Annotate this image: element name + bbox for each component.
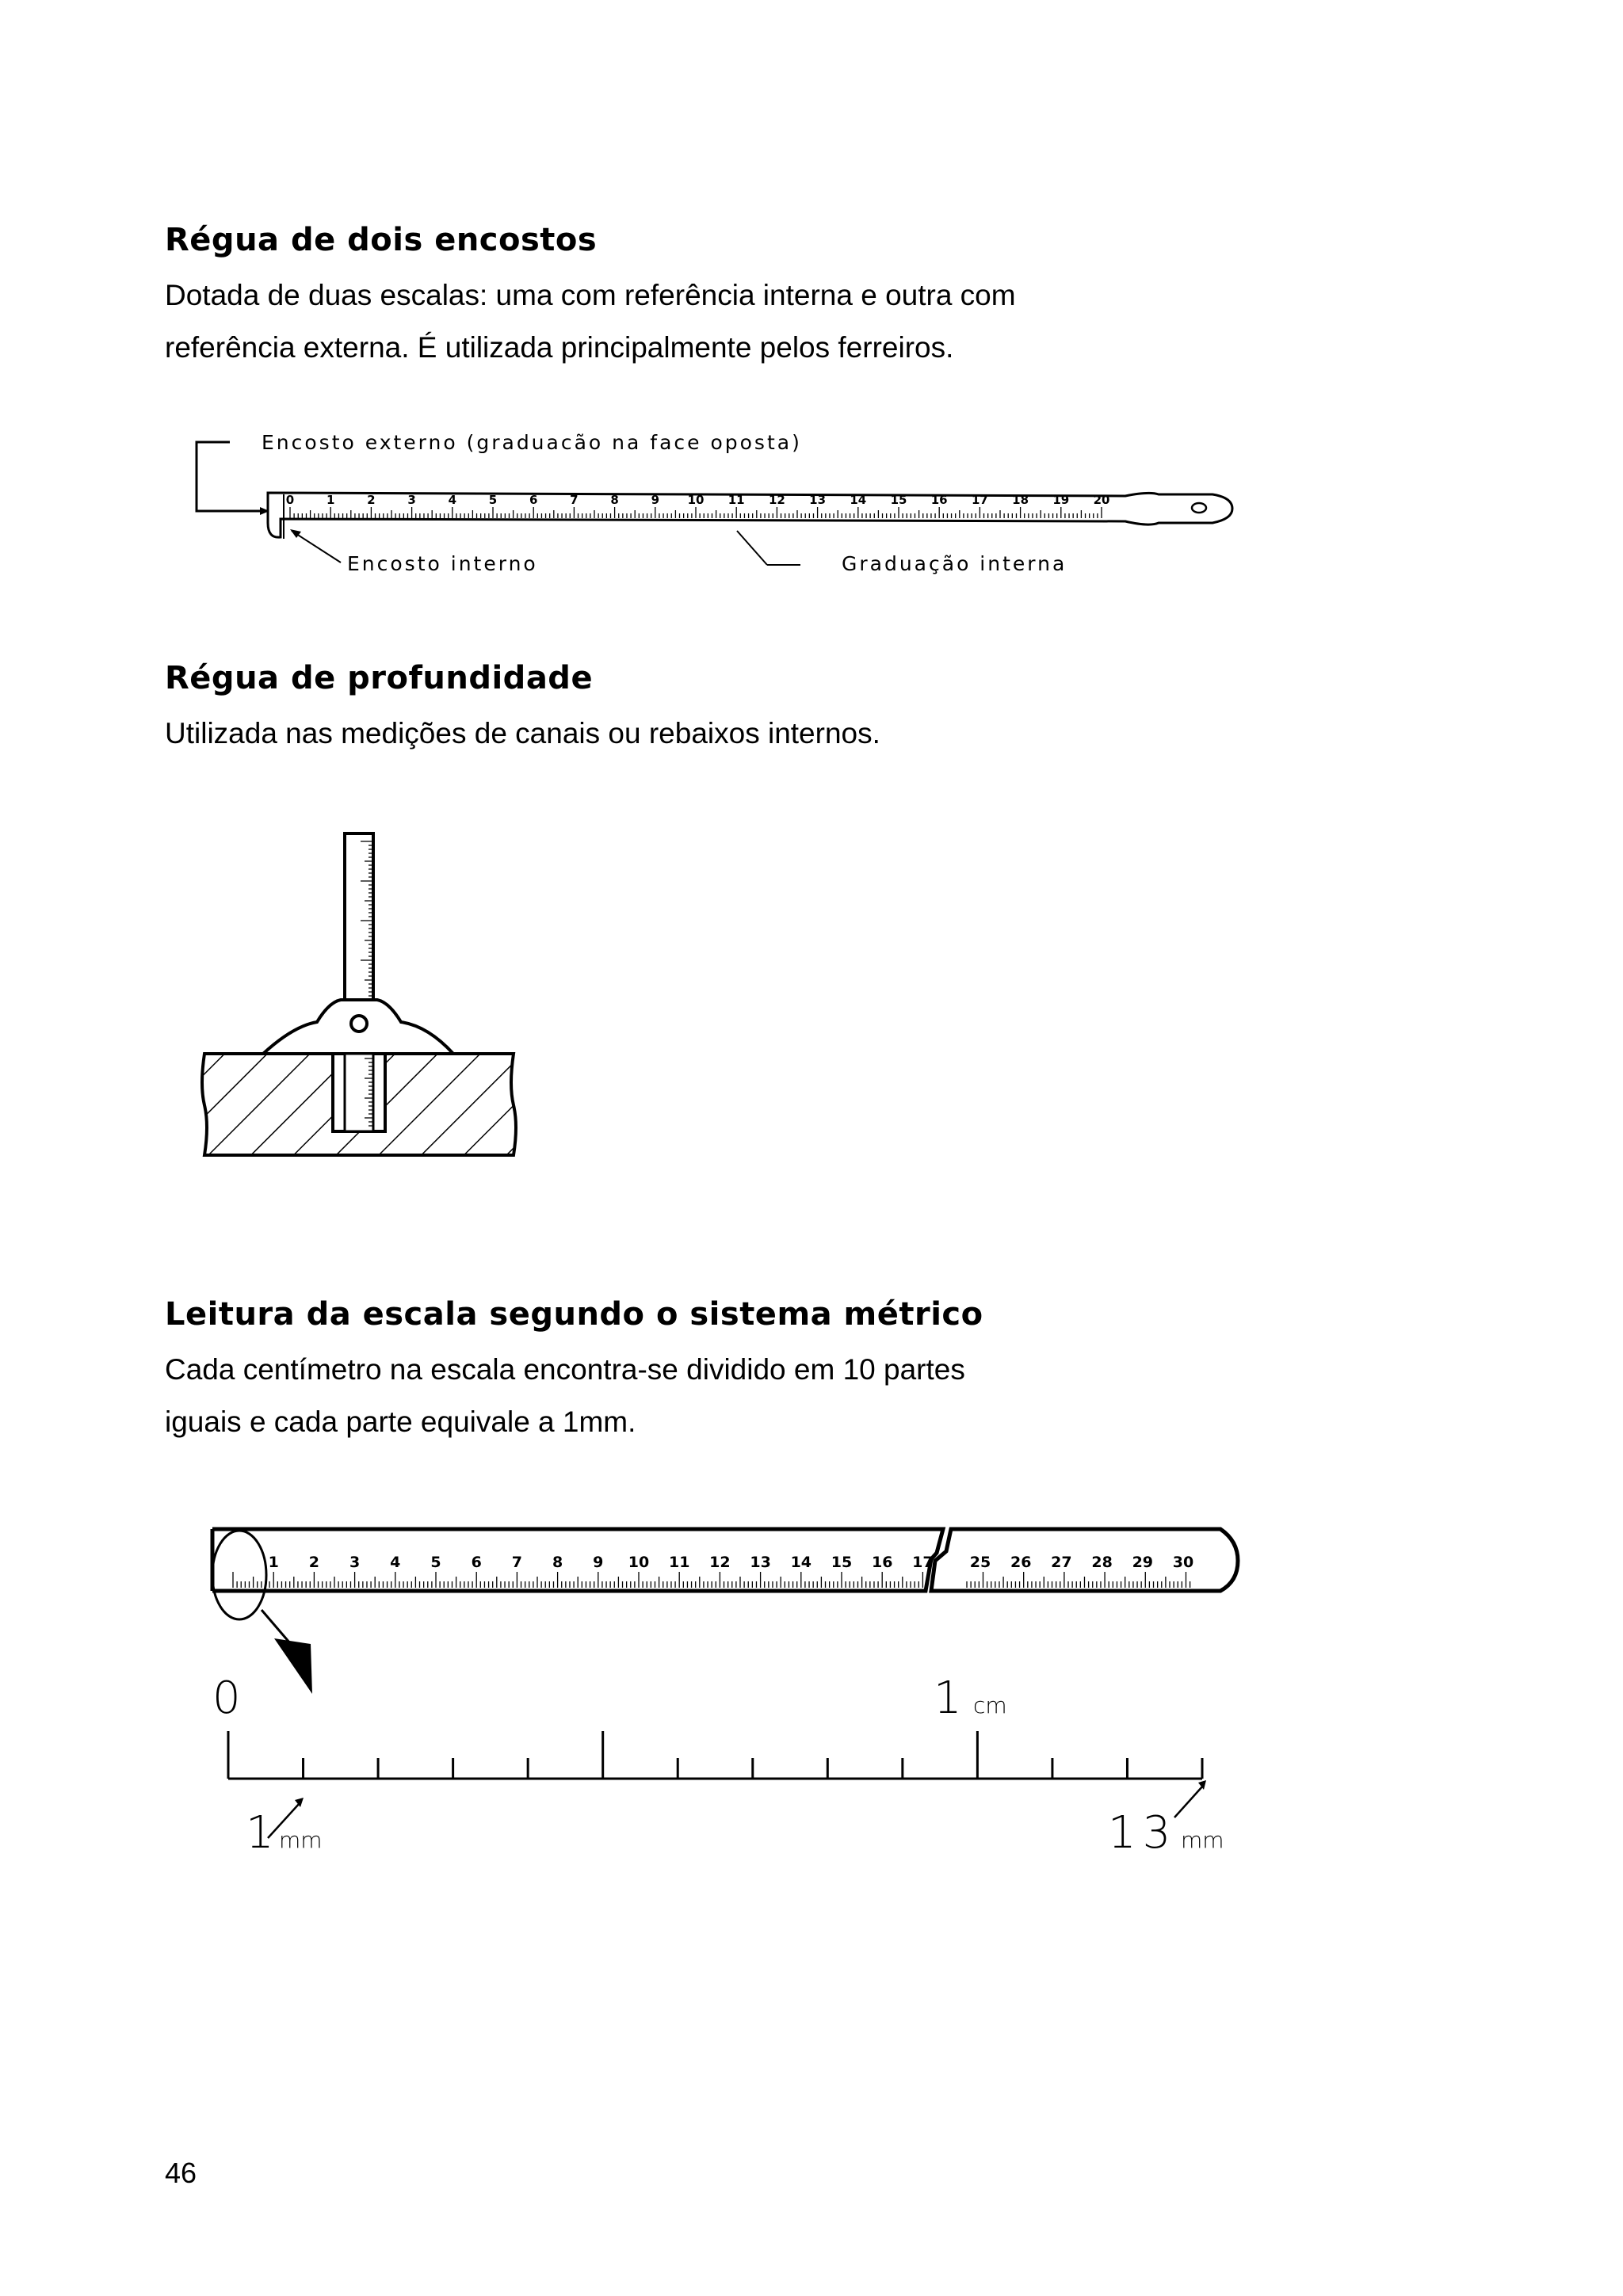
- scale-number: 9: [593, 1554, 604, 1571]
- label-external-stop: Encosto externo (graduacão na face oposta): [262, 431, 802, 454]
- scale-number: 14: [790, 1554, 812, 1571]
- scale-number: 14: [850, 493, 867, 507]
- text-line: Cada centímetro na escala encontra-se dividido em 10 partes: [165, 1353, 965, 1386]
- scale-number: 1: [268, 1554, 279, 1571]
- scale-number: 26: [1010, 1554, 1032, 1571]
- zoom-label-cm: cm: [973, 1692, 1007, 1718]
- text-line: referência externa. É utilizada principalmente pelos ferreiros.: [165, 331, 954, 364]
- zoom-label-mm: mm: [279, 1827, 323, 1853]
- scale-number: 6: [529, 493, 538, 507]
- scale-number: 3: [349, 1554, 361, 1571]
- section-title-leitura: Leitura da escala segundo o sistema métrico: [165, 1296, 983, 1333]
- scale-number: 4: [390, 1554, 401, 1571]
- scale-number: 10: [687, 493, 705, 507]
- scale-number: 11: [727, 493, 745, 507]
- zoom-label-one: 1: [934, 1672, 962, 1724]
- zoom-label-13-mm: mm: [1181, 1827, 1224, 1853]
- depth-gauge-figure: [198, 824, 531, 1165]
- scale-number: 17: [971, 493, 988, 507]
- section-text-profundidade: [165, 707, 880, 760]
- magnified-scale-ticks: [228, 1731, 1202, 1779]
- ruler-numbers: [286, 493, 1110, 507]
- scale-number: 7: [511, 1554, 523, 1571]
- scale-number: 19: [1052, 493, 1070, 507]
- scale-number: 17: [912, 1554, 934, 1571]
- text-line: Utilizada nas medições de canais ou rebaixos internos.: [165, 717, 880, 749]
- scale-number: 11: [668, 1554, 690, 1571]
- zoom-label-zero: 0: [212, 1672, 241, 1724]
- scale-number: 5: [430, 1554, 441, 1571]
- scale-number: 10: [628, 1554, 650, 1571]
- ruler-ticks: [290, 507, 1102, 518]
- scale-number: 3: [407, 493, 416, 507]
- section-text-leitura: [165, 1344, 965, 1448]
- scale-number: 2: [308, 1554, 320, 1571]
- scale-number: 28: [1091, 1554, 1113, 1571]
- scale-number: 15: [890, 493, 907, 507]
- text-line: Dotada de duas escalas: uma com referência interna e outra com: [165, 279, 1016, 311]
- zoom-label-1: 1: [246, 1807, 274, 1859]
- scale-number: 1: [326, 493, 335, 507]
- scale-number: 7: [570, 493, 579, 507]
- metric-ruler-numbers: [269, 1554, 1194, 1571]
- scale-number: 20: [1093, 493, 1110, 507]
- scale-number: 4: [448, 493, 457, 507]
- scale-number: 8: [552, 1554, 563, 1571]
- scale-number: 18: [1012, 493, 1029, 507]
- scale-number: 13: [809, 493, 827, 507]
- section-text-dois-encostos: [165, 269, 1016, 374]
- scale-number: 6: [471, 1554, 482, 1571]
- scale-number: 9: [651, 493, 660, 507]
- label-internal-stop: Encosto interno: [347, 552, 538, 575]
- scale-number: 25: [969, 1554, 991, 1571]
- section-title-dois-encostos: Régua de dois encostos: [165, 222, 598, 258]
- scale-number: 16: [930, 493, 948, 507]
- page-number: 46: [165, 2157, 197, 2189]
- scale-number: 30: [1172, 1554, 1194, 1571]
- scale-number: 13: [750, 1554, 771, 1571]
- metric-scale-figure: [198, 1505, 1252, 1870]
- section-title-profundidade: Régua de profundidade: [165, 660, 594, 696]
- scale-number: 16: [871, 1554, 893, 1571]
- scale-number: 29: [1132, 1554, 1154, 1571]
- metric-ruler-ticks: [233, 1572, 1190, 1588]
- scale-number: 5: [488, 493, 498, 507]
- double-stop-ruler-figure: [182, 420, 1252, 586]
- scale-number: 12: [768, 493, 785, 507]
- scale-number: 0: [285, 493, 295, 507]
- zoom-label-13: 13: [1108, 1807, 1178, 1859]
- scale-number: 12: [709, 1554, 731, 1571]
- scale-number: 15: [831, 1554, 853, 1571]
- label-internal-graduation: Graduação interna: [842, 552, 1067, 575]
- scale-number: 8: [610, 493, 619, 507]
- scale-number: 27: [1051, 1554, 1072, 1571]
- scale-number: 2: [367, 493, 376, 507]
- text-line: iguais e cada parte equivale a 1mm.: [165, 1405, 636, 1438]
